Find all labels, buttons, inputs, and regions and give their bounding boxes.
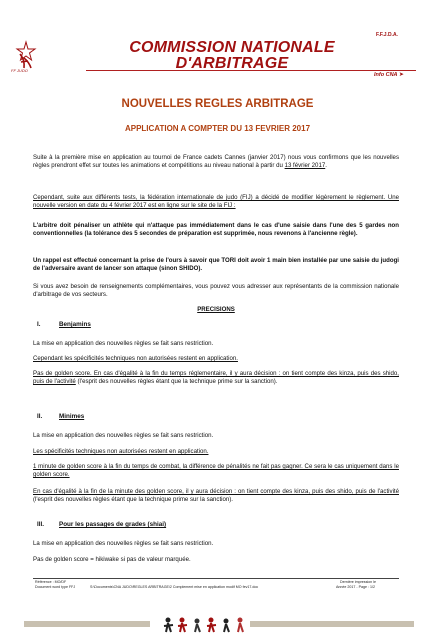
intro-paragraph-1: Suite à la première mise en application au tournoi de France cadets Cannes (janvier 2017) nous vous confirmons que les nouvelles règles prendront effet sur toutes les animations et compétitions au niveau national à partir du 13 février 2017.: [33, 154, 399, 169]
footer-file-path: S:\Documents\CNA JUDO\REGLES ARBITRAGE\2 Complement mise en application modif MO fev17.doc: [90, 585, 259, 589]
intro-paragraph-5: Si vous avez besoin de renseignements complémentaires, vous pouvez vous adresser aux représentants de la commission nationale d'arbitrage de vos secteurs.: [33, 283, 399, 298]
minimes-para-b: Les spécificités techniques non autorisées restent en application.: [33, 448, 209, 455]
benjamins-para-c: Pas de golden score. En cas d'égalité à la fin du temps réglementaire, il y aura décision : on tient compte des kinza, puis des shido, puis de l'activité (l'esprit des nouvelles règles étant que la technique prime sur la sanction).: [33, 370, 399, 385]
grades-para-a: La mise en application des nouvelles règles se fait sans restriction.: [33, 540, 214, 547]
page-subtitle: APPLICATION A COMPTER DU 13 FEVRIER 2017: [124, 124, 311, 133]
info-cna-label: Info CNA ➤: [374, 72, 404, 78]
benjamins-para-b: Cependant les spécificités techniques non autorisées restent en application.: [33, 355, 238, 362]
footer-year-page: Année 2017 - Page : 1/2: [336, 585, 375, 589]
minimes-para-c: 1 minute de golden score à la fin du temps de combat, la différence de pénalités ne fait pas gagner. Ce sera le cas uniquement dans le golden score.: [33, 463, 399, 478]
footer-doc-type: Document word type FFJ: [35, 585, 76, 589]
commission-title: COMMISSION NATIONALE D'ARBITRAGE: [129, 39, 335, 72]
minimes-para-d: En cas d'égalité à la fin de la minute des golden score, il y aura décision : on tient compte des kinza, puis des shido, puis de l'activité (l'esprit des nouvelles règles étant que la technique prime sur la sanction).: [33, 488, 399, 503]
judoka-silhouettes-icon: [160, 616, 248, 633]
footer-reference: Référence : MO/DF: [35, 580, 67, 584]
benjamins-para-a: La mise en application des nouvelles règles se fait sans restriction.: [33, 340, 214, 347]
header-divider: [86, 70, 416, 71]
section-heading-grades: III. Pour les passages de grades (shiai): [37, 521, 167, 528]
footer-band-left: [24, 621, 150, 627]
footer-band-right: [250, 621, 414, 627]
section-heading-benjamins: I. Benjamins: [37, 321, 91, 328]
minimes-para-a: La mise en application des nouvelles règles se fait sans restriction.: [33, 432, 214, 439]
federation-label: F.F.J.D.A.: [376, 32, 398, 38]
logo-caption: FF JUDO: [11, 68, 28, 73]
precisions-heading: PRECISIONS: [197, 306, 235, 313]
intro-paragraph-3: L'arbitre doit pénaliser un athlète qui n'attaque pas immédiatement dans le cas d'une saisie dans l'une des 5 gardes non conventionnelles (la tolérance des 5 secondes de préparation est supprimée, nous revenons à l'ancienne règle).: [33, 222, 399, 237]
section-heading-minimes: II. Minimes: [37, 413, 85, 420]
intro-paragraph-4: Un rappel est effectué concernant la prise de l'ours à savoir que TORI doit avoir 1 main bien installée par une saisie du judogi de l'adversaire avant de lancer son attaque (sinon SHIDO).: [33, 257, 399, 272]
page-title: NOUVELLES REGLES ARBITRAGE: [121, 98, 314, 110]
footer-divider: [33, 578, 399, 579]
intro-paragraph-2: Cependant, suite aux différents tests, la fédération internationale de judo (FIJ) a décidé de modifier légèrement le règlement. Une nouvelle version en date du 4 février 2017 est en ligne sur le site de la FIJ :: [33, 194, 399, 209]
footer-last-print: Dernière impression le: [340, 580, 376, 584]
grades-para-b: Pas de golden score = hikiwake si pas de valeur marquée.: [33, 556, 191, 563]
